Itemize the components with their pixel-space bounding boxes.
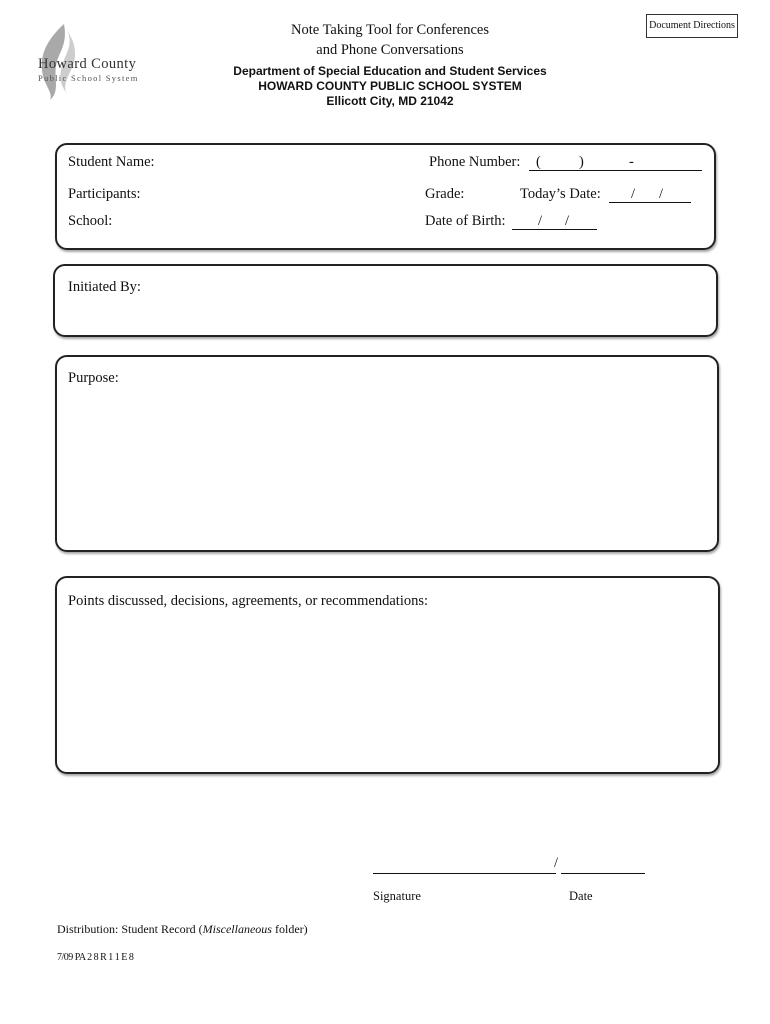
document-directions-button[interactable]: Document Directions (646, 14, 738, 38)
todays-date-label: Today’s Date: (520, 186, 601, 202)
logo-text-county: Howard County (38, 56, 137, 72)
grade-label: Grade: (425, 186, 465, 202)
signature-date-line[interactable] (561, 857, 645, 874)
participants-label: Participants: (68, 186, 141, 202)
points-discussed-label: Points discussed, decisions, agreements, or recommendations: (68, 593, 429, 609)
school-label: School: (68, 213, 113, 229)
grade-field[interactable] (468, 187, 516, 201)
purpose-box[interactable] (55, 355, 719, 552)
date-of-birth-field[interactable] (512, 214, 597, 229)
distribution-note (57, 922, 308, 937)
student-name-label: Student Name: (68, 154, 155, 170)
form-code: 7/09 PA 2 8 R 1 1 E 8 (57, 952, 134, 963)
date-of-birth-label: Date of Birth: (425, 213, 506, 229)
date-separator: / (631, 186, 636, 202)
distribution-suffix: folder) (271, 922, 308, 936)
participants-field[interactable] (145, 187, 424, 201)
department-name: Department of Special Education and Student Services (233, 64, 547, 78)
initiated-by-box[interactable] (53, 264, 718, 337)
logo-text-system: Public School System (38, 73, 139, 83)
phone-number-field[interactable] (529, 155, 702, 170)
initiated-by-label: Initiated By: (68, 279, 141, 295)
date-separator: / (565, 213, 570, 229)
signature-label: Signature (373, 889, 421, 903)
date-separator: / (538, 213, 543, 229)
address-line: Ellicott City, MD 21042 (326, 94, 454, 108)
distribution-folder: Miscellaneous (202, 922, 272, 936)
phone-dash: - (629, 154, 634, 170)
signature-line[interactable] (373, 855, 559, 874)
school-system-name: HOWARD COUNTY PUBLIC SCHOOL SYSTEM (258, 79, 522, 93)
phone-open-paren: ( (536, 154, 541, 170)
form-title-line1: Note Taking Tool for Conferences (291, 22, 489, 38)
phone-close-paren: ) (579, 154, 584, 170)
school-field[interactable] (119, 214, 424, 228)
hcpss-logo (34, 22, 164, 100)
form-title-line2: and Phone Conversations (316, 42, 464, 58)
date-separator: / (659, 186, 664, 202)
distribution-prefix: Distribution: Student Record ( (57, 922, 203, 936)
date-label: Date (569, 889, 593, 903)
purpose-label: Purpose: (68, 370, 119, 386)
phone-number-label: Phone Number: (429, 154, 521, 170)
todays-date-field[interactable] (609, 187, 691, 202)
student-name-field[interactable] (163, 155, 425, 169)
signature-date-separator: / (554, 855, 559, 871)
